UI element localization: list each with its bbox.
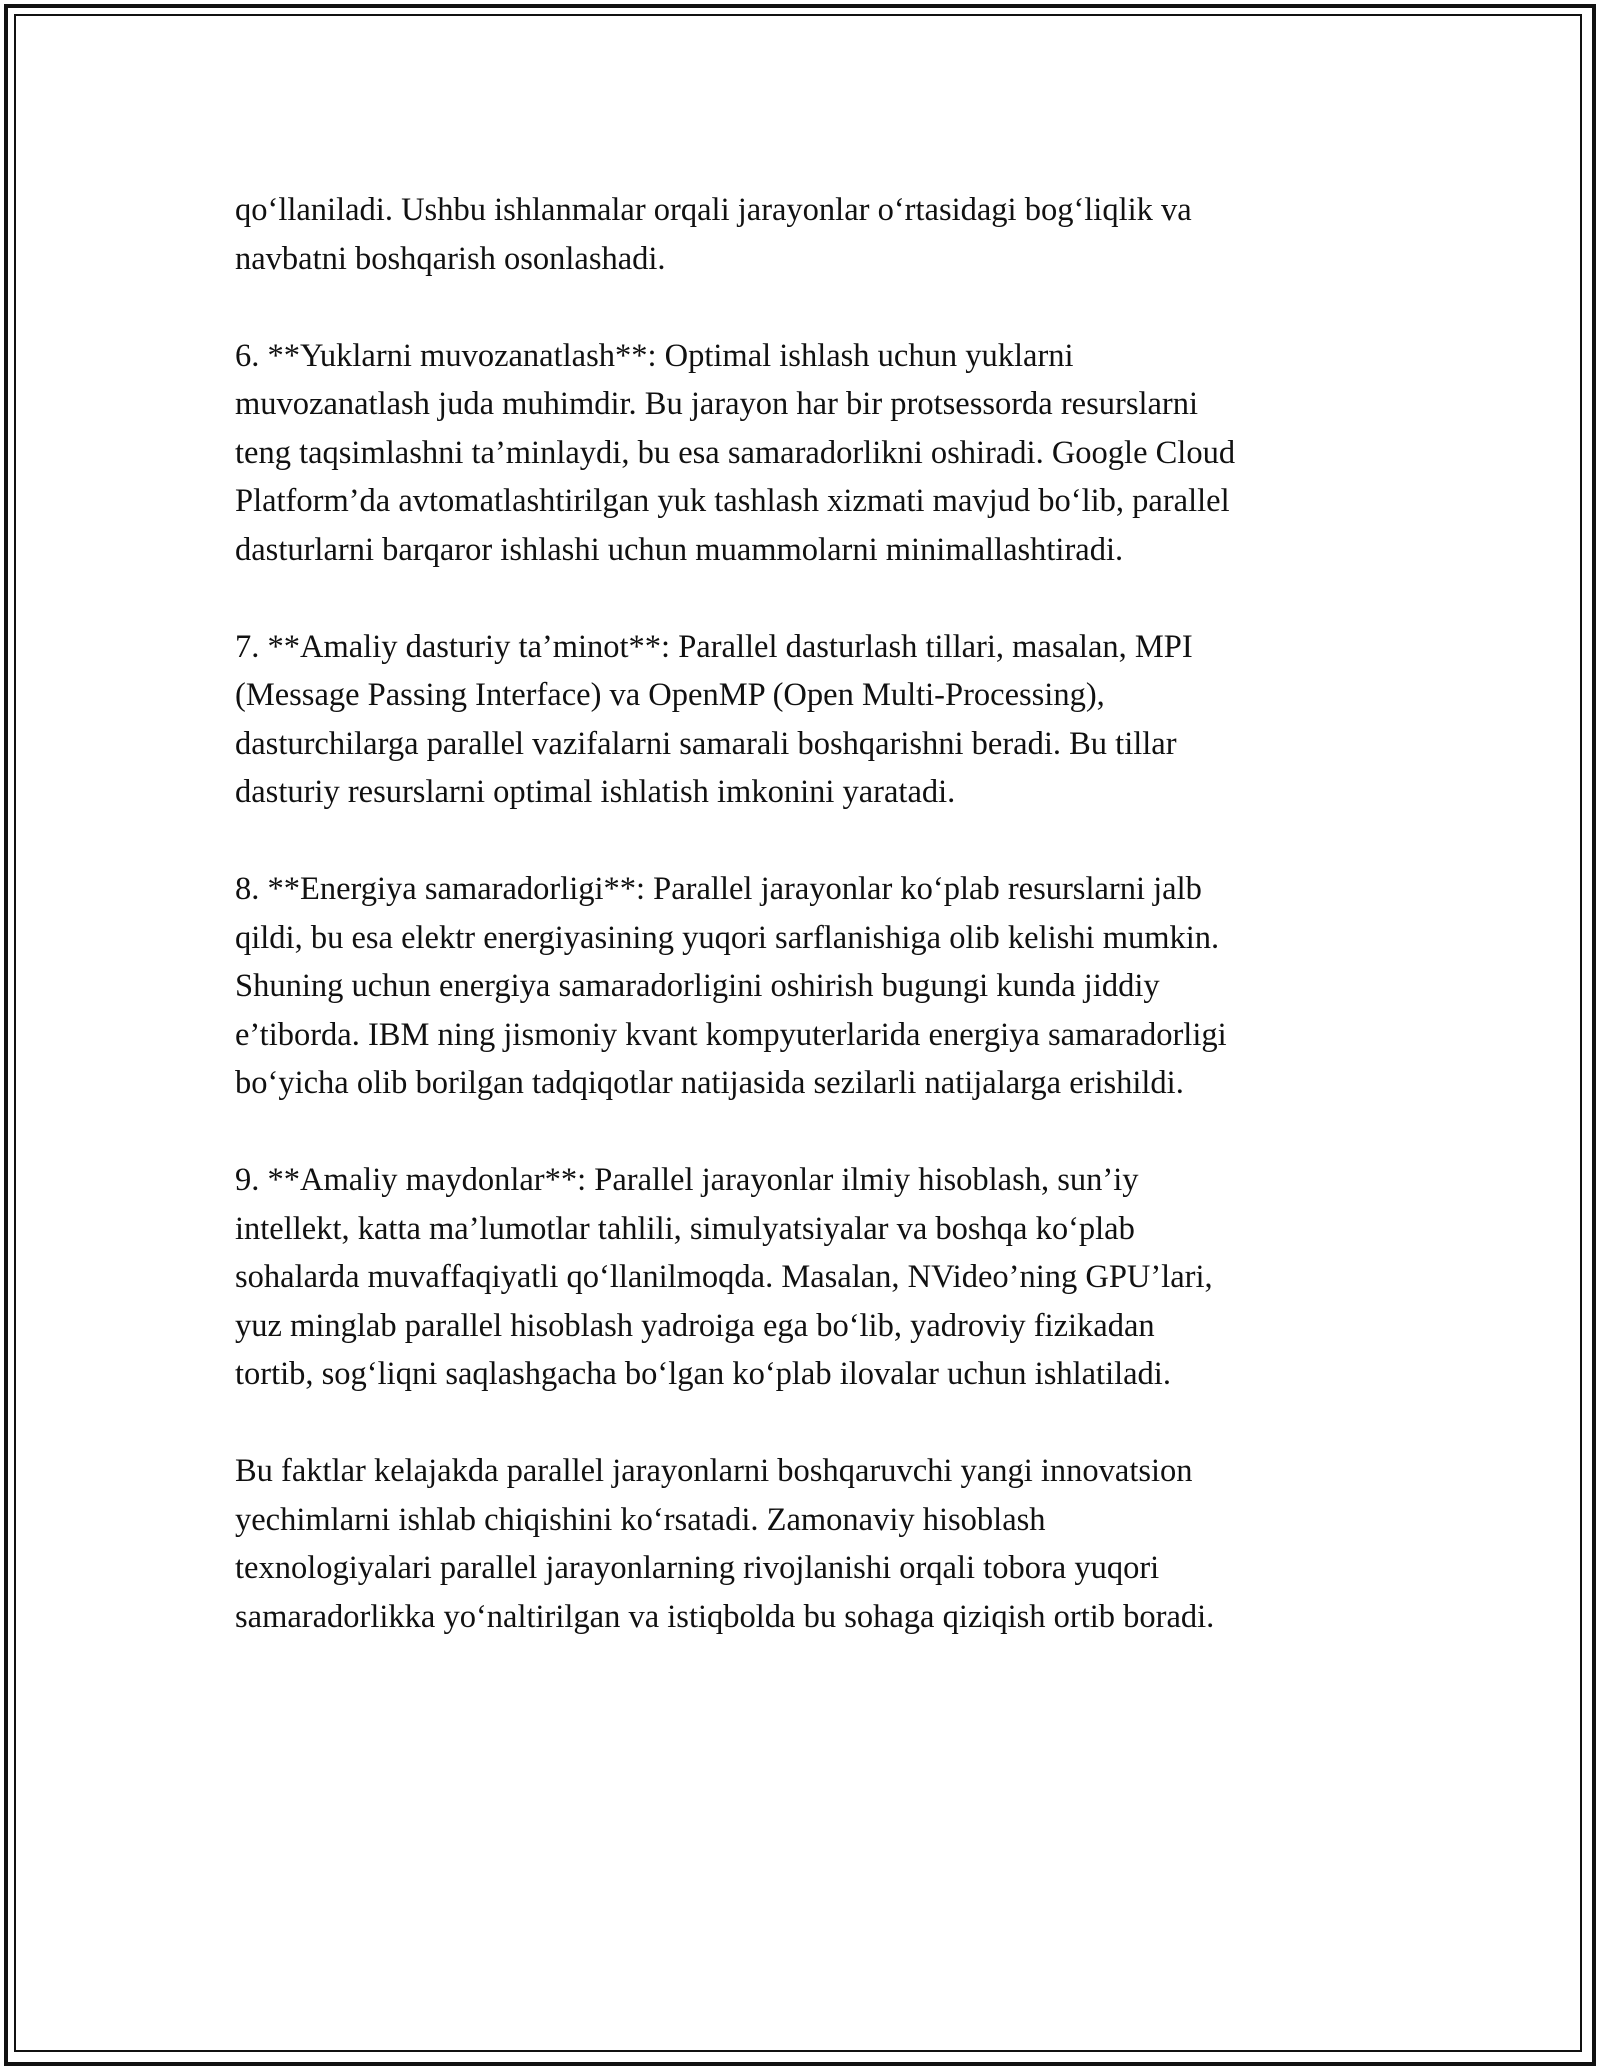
document-body: [235, 186, 1385, 1690]
text-line: tortib, sog‘liqni saqlashgacha bo‘lgan ko‘plab ilovalar uchun ishlatiladi.: [235, 1356, 1171, 1392]
text-line: samaradorlikka yo‘naltirilgan va istiqbolda bu sohaga qiziqish ortib boradi.: [235, 1598, 1215, 1635]
text-line: teng taqsimlashni ta’minlaydi, bu esa samaradorlikni oshiradi. Google Cloud: [235, 434, 1236, 471]
paragraph-software: [235, 623, 1385, 817]
text-line: intellekt, katta ma’lumotlar tahlili, simulyatsiyalar va boshqa ko‘plab: [235, 1210, 1135, 1247]
text-line: dasturchilarga parallel vazifalarni samarali boshqarishni beradi. Bu tillar: [235, 725, 1177, 762]
paragraph-conclusion: [235, 1447, 1385, 1641]
text-line: qildi, bu esa elektr energiyasining yuqori sarflanishiga olib kelishi mumkin.: [235, 919, 1220, 956]
text-line: 6. **Yuklarni muvozanatlash**: Optimal ishlash uchun yuklarni: [235, 337, 1074, 374]
text-line: 9. **Amaliy maydonlar**: Parallel jarayonlar ilmiy hisoblash, sun’iy: [235, 1162, 1139, 1198]
text-line: e’tiborda. IBM ning jismoniy kvant kompyuterlarida energiya samaradorligi: [235, 1016, 1227, 1053]
paragraph-energy-efficiency: [235, 865, 1385, 1108]
text-line: qo‘llaniladi. Ushbu ishlanmalar orqali jarayonlar o‘rtasidagi bog‘liqlik va: [235, 192, 1192, 228]
text-line: texnologiyalari parallel jarayonlarning rivojlanishi orqali tobora yuqori: [235, 1550, 1160, 1586]
paragraph-intro-continuation: [235, 186, 1385, 283]
text-line: Bu faktlar kelajakda parallel jarayonlarni boshqaruvchi yangi innovatsion: [235, 1453, 1193, 1489]
text-line: yuz minglab parallel hisoblash yadroiga ega bo‘lib, yadroviy fizikadan: [235, 1307, 1155, 1344]
text-line: muvozanatlash juda muhimdir. Bu jarayon har bir protsessorda resurslarni: [235, 386, 1199, 422]
text-line: 7. **Amaliy dasturiy ta’minot**: Parallel dasturlash tillari, masalan, MPI: [235, 628, 1193, 665]
text-line: Platform’da avtomatlashtirilgan yuk tashlash xizmati mavjud bo‘lib, parallel: [235, 483, 1230, 519]
text-line: yechimlarni ishlab chiqishini ko‘rsatadi. Zamonaviy hisoblash: [235, 1501, 1046, 1538]
text-line: dasturiy resurslarni optimal ishlatish imkonini yaratadi.: [235, 774, 956, 810]
text-line: 8. **Energiya samaradorligi**: Parallel jarayonlar ko‘plab resurslarni jalb: [235, 871, 1202, 907]
text-line: dasturlarni barqaror ishlashi uchun muammolarni minimallashtiradi.: [235, 531, 1124, 568]
paragraph-load-balancing: [235, 332, 1385, 575]
text-line: Shuning uchun energiya samaradorligini oshirish bugungi kunda jiddiy: [235, 968, 1160, 1004]
text-line: (Message Passing Interface) va OpenMP (Open Multi-Processing),: [235, 677, 1105, 713]
text-line: navbatni boshqarish osonlashadi.: [235, 240, 666, 277]
text-line: bo‘yicha olib borilgan tadqiqotlar natijasida sezilarli natijalarga erishildi.: [235, 1065, 1184, 1101]
paragraph-application-areas: [235, 1156, 1385, 1399]
text-line: sohalarda muvaffaqiyatli qo‘llanilmoqda. Masalan, NVideo’ning GPU’lari,: [235, 1259, 1213, 1295]
